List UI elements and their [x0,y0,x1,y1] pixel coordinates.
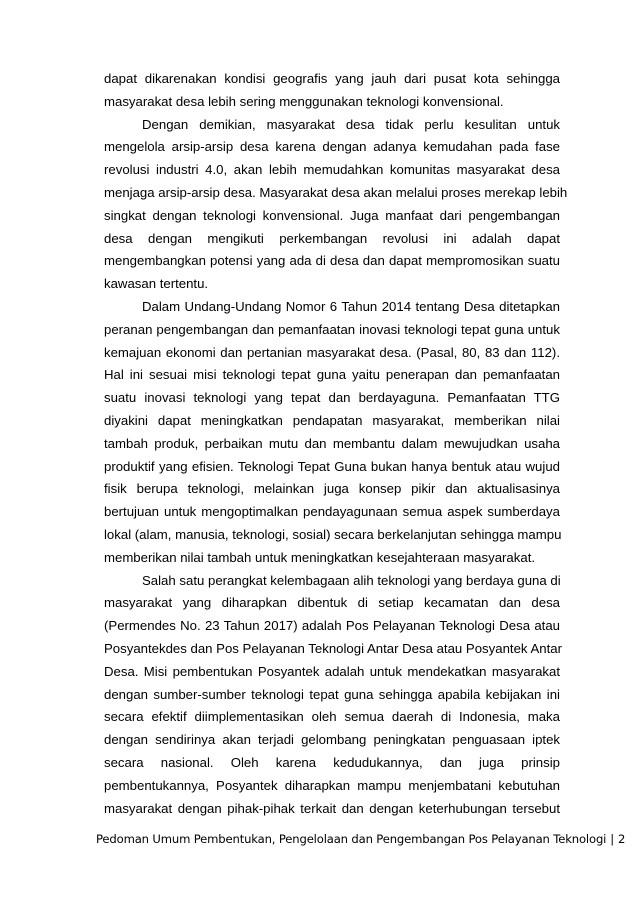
text-line: tambah produk, perbaikan mutu dan membantu dalam mewujudkan usaha [104,435,560,451]
page-footer [96,832,626,846]
paragraph-1 [104,68,560,114]
text-line: masyarakat dengan pihak-pihak terkait dan dengan keterhubungan tersebut [104,800,560,816]
paragraph-4 [104,570,560,821]
text-line: Dengan demikian, masyarakat desa tidak perlu kesulitan untuk [142,116,560,132]
text-line: kemajuan ekonomi dan pertanian masyarakat desa. (Pasal, 80, 83 dan 112). [104,344,560,360]
text-line: memberikan nilai tambah untuk meningkatkan kesejahteraan masyarakat. [104,549,536,565]
text-line: produktif yang efisien. Teknologi Tepat Guna bukan hanya bentuk atau wujud [104,458,560,474]
text-line: secara nasional. Oleh karena kedudukannya, dan juga prinsip [104,754,560,770]
text-line: dapat dikarenakan kondisi geografis yang jauh dari pusat kota sehingga [104,71,560,86]
text-line: Dalam Undang-Undang Nomor 6 Tahun 2014 tentang Desa ditetapkan [142,298,560,314]
paragraph-2 [104,114,568,296]
text-line: Salah satu perangkat kelembagaan alih teknologi yang berdaya guna di [142,572,561,588]
text-line: dengan sumber-sumber teknologi tepat guna sehingga apabila kebijakan ini [104,686,560,702]
text-line: lokal (alam, manusia, teknologi, sosial) secara berkelanjutan sehingga mampu [104,526,562,542]
text-line: masyarakat yang diharapkan dibentuk di setiap kecamatan dan desa [104,595,560,611]
text-line: pembentukannya, Posyantek diharapkan mampu menjembatani kebutuhan [104,777,560,793]
text-line: mengembangkan potensi yang ada di desa dan dapat mempromosikan suatu [104,253,560,269]
text-line: diyakini dapat meningkatkan pendapatan masyarakat, memberikan nilai [104,412,560,428]
text-line: desa dengan mengikuti perkembangan revolusi ini adalah dapat [104,230,560,246]
text-line: menjaga arsip-arsip desa. Masyarakat desa akan melalui proses merekap lebih [104,184,568,200]
text-line: suatu inovasi teknologi yang tepat dan berdayaguna. Pemanfaatan TTG [104,390,560,406]
text-line: (Permendes No. 23 Tahun 2017) adalah Pos Pelayanan Teknologi Desa atau [104,618,560,634]
text-line: masyarakat desa lebih sering menggunakan teknologi konvensional. [104,93,504,109]
text-line: revolusi industri 4.0, akan lebih memudahkan komunitas masyarakat desa [104,162,560,178]
text-line: mengelola arsip-arsip desa karena dengan adanya kemudahan pada fase [104,139,560,155]
page-number: 2 [618,832,626,846]
text-line: Posyantekdes dan Pos Pelayanan Teknologi Antar Desa atau Posyantek Antar [104,640,562,656]
footer-separator: | [610,832,614,846]
text-line: peranan pengembangan dan pemanfaatan inovasi teknologi tepat guna untuk [104,321,560,337]
text-line: bertujuan untuk mengoptimalkan pendayagunaan semua aspek sumberdaya [104,504,560,520]
document-body [104,68,568,820]
text-line: Hal ini sesuai misi teknologi tepat guna yaitu penerapan dan pemanfaatan [104,367,560,383]
text-line: secara efektif diimplementasikan oleh semua daerah di Indonesia, maka [104,709,560,725]
text-line: dengan sendirinya akan terjadi gelombang peningkatan penguasaan iptek [104,732,560,748]
text-line: fisik berupa teknologi, melainkan juga konsep pikir dan aktualisasinya [104,481,560,497]
footer-title: Pedoman Umum Pembentukan, Pengelolaan dan Pengembangan Pos Pelayanan Teknologi [96,832,607,846]
paragraph-3 [104,296,560,570]
text-line: singkat dengan teknologi konvensional. Juga manfaat dari pengembangan [104,207,560,223]
text-line: kawasan tertentu. [104,276,209,292]
text-line: Desa. Misi pembentukan Posyantek adalah untuk mendekatkan masyarakat [104,663,560,679]
